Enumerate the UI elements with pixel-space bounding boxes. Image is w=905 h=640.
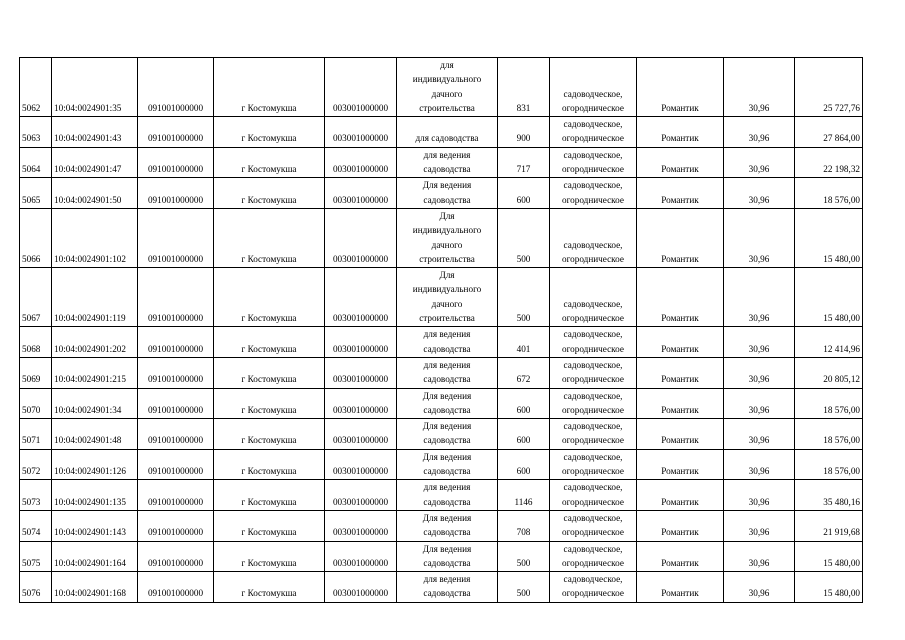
permitted-use [397,208,498,267]
land-category [550,357,637,388]
table-row [20,268,863,327]
land-category [550,419,637,450]
land-category-line: огородническое [562,164,624,175]
permitted-use [397,419,498,450]
district-code: 003001000000 [325,449,397,480]
permitted-use-line: садоводства [423,435,471,446]
table-row [20,357,863,388]
city-name: г Костомукша [214,147,325,178]
district-code: 003001000000 [325,388,397,419]
cadastral-rate: 30,96 [724,178,795,209]
land-category-line: садоводческое, [563,180,623,191]
cadastral-rate: 30,96 [724,117,795,148]
city-name: г Костомукша [214,480,325,511]
land-category-line: садоводческое, [563,482,623,493]
cadastral-value: 15 480,00 [795,208,863,267]
cadastral-value: 12 414,96 [795,327,863,358]
association-name: Романтик [637,388,724,419]
row-number: 5076 [20,572,52,603]
city-name: г Костомукша [214,419,325,450]
table-body [20,58,863,603]
row-number: 5072 [20,449,52,480]
area: 500 [498,572,550,603]
permitted-use-line: Для ведения [422,421,472,432]
district-code: 003001000000 [325,327,397,358]
cadastral-number: 10:04:0024901:215 [52,357,138,388]
association-name: Романтик [637,178,724,209]
land-category [550,208,637,267]
permitted-use-line: для [440,60,454,70]
permitted-use-line: садоводства [423,404,471,415]
area: 708 [498,510,550,541]
cadastral-value: 15 480,00 [795,268,863,327]
cadastral-rate: 30,96 [724,327,795,358]
area: 1146 [498,480,550,511]
cadastral-rate: 30,96 [724,388,795,419]
land-category-line: огородническое [562,404,624,415]
land-category-line: огородническое [562,343,624,354]
association-name: Романтик [637,449,724,480]
land-category [550,388,637,419]
permitted-use-line: садоводства [423,466,471,477]
land-registry-table [19,57,863,603]
row-number: 5066 [20,208,52,267]
cadastral-number: 10:04:0024901:47 [52,147,138,178]
land-category-line: садоводческое, [563,543,623,554]
district-code: 003001000000 [325,208,397,267]
permitted-use-line: для садоводства [415,133,479,144]
cadastral-rate: 30,96 [724,147,795,178]
cadastral-rate: 30,96 [724,480,795,511]
permitted-use [397,572,498,603]
district-code: 003001000000 [325,117,397,148]
okato-code: 091001000000 [138,572,214,603]
okato-code: 091001000000 [138,117,214,148]
okato-code: 091001000000 [138,208,214,267]
land-category-line: огородническое [562,253,624,264]
land-category-line: огородническое [562,194,624,205]
area: 600 [498,419,550,450]
table-row [20,178,863,209]
okato-code: 091001000000 [138,480,214,511]
area: 831 [498,58,550,117]
city-name: г Костомукша [214,357,325,388]
land-category [550,147,637,178]
land-category-line: садоводческое, [563,298,623,309]
row-number: 5065 [20,178,52,209]
cadastral-number: 10:04:0024901:35 [52,58,138,117]
permitted-use [397,541,498,572]
permitted-use [397,58,498,117]
table-row [20,388,863,419]
row-number: 5073 [20,480,52,511]
association-name: Романтик [637,147,724,178]
land-category-line: садоводческое, [563,239,623,250]
association-name: Романтик [637,327,724,358]
permitted-use [397,357,498,388]
city-name: г Костомукша [214,208,325,267]
association-name: Романтик [637,357,724,388]
land-category-line: огородническое [562,133,624,144]
permitted-use-line: Для ведения [422,451,472,462]
land-category [550,178,637,209]
okato-code: 091001000000 [138,419,214,450]
cadastral-rate: 30,96 [724,449,795,480]
permitted-use-line: садоводства [423,588,471,599]
land-category-line: огородническое [562,313,624,324]
cadastral-value: 18 576,00 [795,388,863,419]
association-name: Романтик [637,510,724,541]
permitted-use-line: садоводства [423,164,471,175]
table-row [20,147,863,178]
permitted-use-line: садоводства [423,194,471,205]
okato-code: 091001000000 [138,449,214,480]
land-category-line: садоводческое, [563,421,623,432]
okato-code: 091001000000 [138,178,214,209]
area: 672 [498,357,550,388]
cadastral-value: 18 576,00 [795,419,863,450]
cadastral-value: 35 480,16 [795,480,863,511]
land-category-line: огородническое [562,435,624,446]
cadastral-rate: 30,96 [724,208,795,267]
okato-code: 091001000000 [138,510,214,541]
cadastral-number: 10:04:0024901:43 [52,117,138,148]
land-category-line: садоводческое, [563,390,623,401]
permitted-use-line: Для [439,210,455,221]
okato-code: 091001000000 [138,357,214,388]
permitted-use-line: Для [439,270,455,281]
cadastral-rate: 30,96 [724,58,795,117]
cadastral-rate: 30,96 [724,572,795,603]
permitted-use-line: садоводства [423,496,471,507]
city-name: г Костомукша [214,327,325,358]
land-category [550,268,637,327]
okato-code: 091001000000 [138,541,214,572]
permitted-use-line: дачного [431,239,463,250]
okato-code: 091001000000 [138,268,214,327]
okato-code: 091001000000 [138,58,214,117]
association-name: Романтик [637,541,724,572]
cadastral-value: 20 805,12 [795,357,863,388]
association-name: Романтик [637,58,724,117]
permitted-use-line: индивидуального [412,225,482,236]
cadastral-value: 18 576,00 [795,449,863,480]
table-row [20,541,863,572]
cadastral-rate: 30,96 [724,419,795,450]
land-category [550,510,637,541]
row-number: 5069 [20,357,52,388]
permitted-use-line: для ведения [423,149,471,160]
city-name: г Костомукша [214,178,325,209]
area: 500 [498,208,550,267]
district-code: 003001000000 [325,357,397,388]
permitted-use-line: строительства [419,313,475,324]
permitted-use-line: садоводства [423,374,471,385]
area: 401 [498,327,550,358]
permitted-use [397,117,498,148]
permitted-use-line: Для ведения [422,180,472,191]
table-row [20,117,863,148]
table-row [20,208,863,267]
association-name: Романтик [637,208,724,267]
city-name: г Костомукша [214,388,325,419]
cadastral-number: 10:04:0024901:102 [52,208,138,267]
area: 900 [498,117,550,148]
cadastral-number: 10:04:0024901:135 [52,480,138,511]
okato-code: 091001000000 [138,147,214,178]
permitted-use [397,178,498,209]
table-row [20,327,863,358]
cadastral-number: 10:04:0024901:119 [52,268,138,327]
city-name: г Костомукша [214,541,325,572]
row-number: 5067 [20,268,52,327]
city-name: г Костомукша [214,449,325,480]
association-name: Романтик [637,419,724,450]
permitted-use [397,327,498,358]
land-category [550,572,637,603]
permitted-use-line: строительства [419,102,475,113]
association-name: Романтик [637,117,724,148]
row-number: 5063 [20,117,52,148]
area: 600 [498,178,550,209]
land-category [550,117,637,148]
district-code: 003001000000 [325,147,397,178]
land-category-line: огородническое [562,557,624,568]
cadastral-rate: 30,96 [724,510,795,541]
cadastral-number: 10:04:0024901:48 [52,419,138,450]
permitted-use-line: для ведения [423,574,471,585]
row-number: 5062 [20,58,52,117]
permitted-use-line: Для ведения [422,390,472,401]
cadastral-number: 10:04:0024901:50 [52,178,138,209]
cadastral-number: 10:04:0024901:34 [52,388,138,419]
land-category-line: садоводческое, [563,574,623,585]
permitted-use [397,388,498,419]
area: 500 [498,268,550,327]
cadastral-number: 10:04:0024901:126 [52,449,138,480]
row-number: 5064 [20,147,52,178]
land-category-line: садоводческое, [563,329,623,340]
land-category [550,480,637,511]
table-row [20,449,863,480]
land-category-line: садоводческое, [563,359,623,370]
permitted-use-line: для ведения [423,329,471,340]
cadastral-rate: 30,96 [724,268,795,327]
district-code: 003001000000 [325,572,397,603]
okato-code: 091001000000 [138,327,214,358]
permitted-use-line: садоводства [423,527,471,538]
cadastral-value: 15 480,00 [795,541,863,572]
area: 600 [498,388,550,419]
district-code: 003001000000 [325,268,397,327]
permitted-use [397,449,498,480]
cadastral-number: 10:04:0024901:143 [52,510,138,541]
land-category [550,327,637,358]
row-number: 5075 [20,541,52,572]
permitted-use-line: для ведения [423,482,471,493]
district-code: 003001000000 [325,541,397,572]
district-code: 003001000000 [325,58,397,117]
table-row [20,419,863,450]
permitted-use-line: для ведения [423,359,471,370]
district-code: 003001000000 [325,510,397,541]
city-name: г Костомукша [214,572,325,603]
land-category-line: садоводческое, [563,88,623,99]
table-row [20,480,863,511]
cadastral-value: 27 864,00 [795,117,863,148]
district-code: 003001000000 [325,480,397,511]
row-number: 5070 [20,388,52,419]
city-name: г Костомукша [214,58,325,117]
permitted-use-line: дачного [431,298,463,309]
table-row [20,572,863,603]
permitted-use-line: строительства [419,253,475,264]
permitted-use-line: индивидуального [412,284,482,295]
row-number: 5071 [20,419,52,450]
cadastral-value: 21 919,68 [795,510,863,541]
cadastral-number: 10:04:0024901:164 [52,541,138,572]
land-category [550,449,637,480]
cadastral-number: 10:04:0024901:202 [52,327,138,358]
permitted-use [397,147,498,178]
association-name: Романтик [637,572,724,603]
permitted-use [397,510,498,541]
land-category-line: огородническое [562,102,624,113]
area: 600 [498,449,550,480]
permitted-use-line: индивидуального [412,74,482,85]
cadastral-value: 25 727,76 [795,58,863,117]
cadastral-value: 18 576,00 [795,178,863,209]
permitted-use [397,268,498,327]
land-category-line: садоводческое, [563,149,623,160]
land-category [550,541,637,572]
table-row [20,510,863,541]
permitted-use-line: Для ведения [422,512,472,523]
land-category [550,58,637,117]
land-category-line: садоводческое, [563,119,623,130]
cadastral-number: 10:04:0024901:168 [52,572,138,603]
permitted-use-line: Для ведения [422,543,472,554]
table-row [20,58,863,117]
district-code: 003001000000 [325,178,397,209]
cadastral-value: 22 198,32 [795,147,863,178]
association-name: Романтик [637,268,724,327]
land-category-line: огородническое [562,527,624,538]
land-category-line: огородническое [562,588,624,599]
cadastral-rate: 30,96 [724,541,795,572]
permitted-use [397,480,498,511]
association-name: Романтик [637,480,724,511]
area: 500 [498,541,550,572]
land-category-line: садоводческое, [563,512,623,523]
cadastral-value: 15 480,00 [795,572,863,603]
city-name: г Костомукша [214,510,325,541]
city-name: г Костомукша [214,117,325,148]
row-number: 5074 [20,510,52,541]
city-name: г Костомукша [214,268,325,327]
area: 717 [498,147,550,178]
cadastral-rate: 30,96 [724,357,795,388]
row-number: 5068 [20,327,52,358]
permitted-use-line: садоводства [423,557,471,568]
land-category-line: садоводческое, [563,451,623,462]
land-category-line: огородническое [562,496,624,507]
district-code: 003001000000 [325,419,397,450]
land-category-line: огородническое [562,374,624,385]
land-category-line: огородническое [562,466,624,477]
permitted-use-line: садоводства [423,343,471,354]
permitted-use-line: дачного [431,88,463,99]
okato-code: 091001000000 [138,388,214,419]
